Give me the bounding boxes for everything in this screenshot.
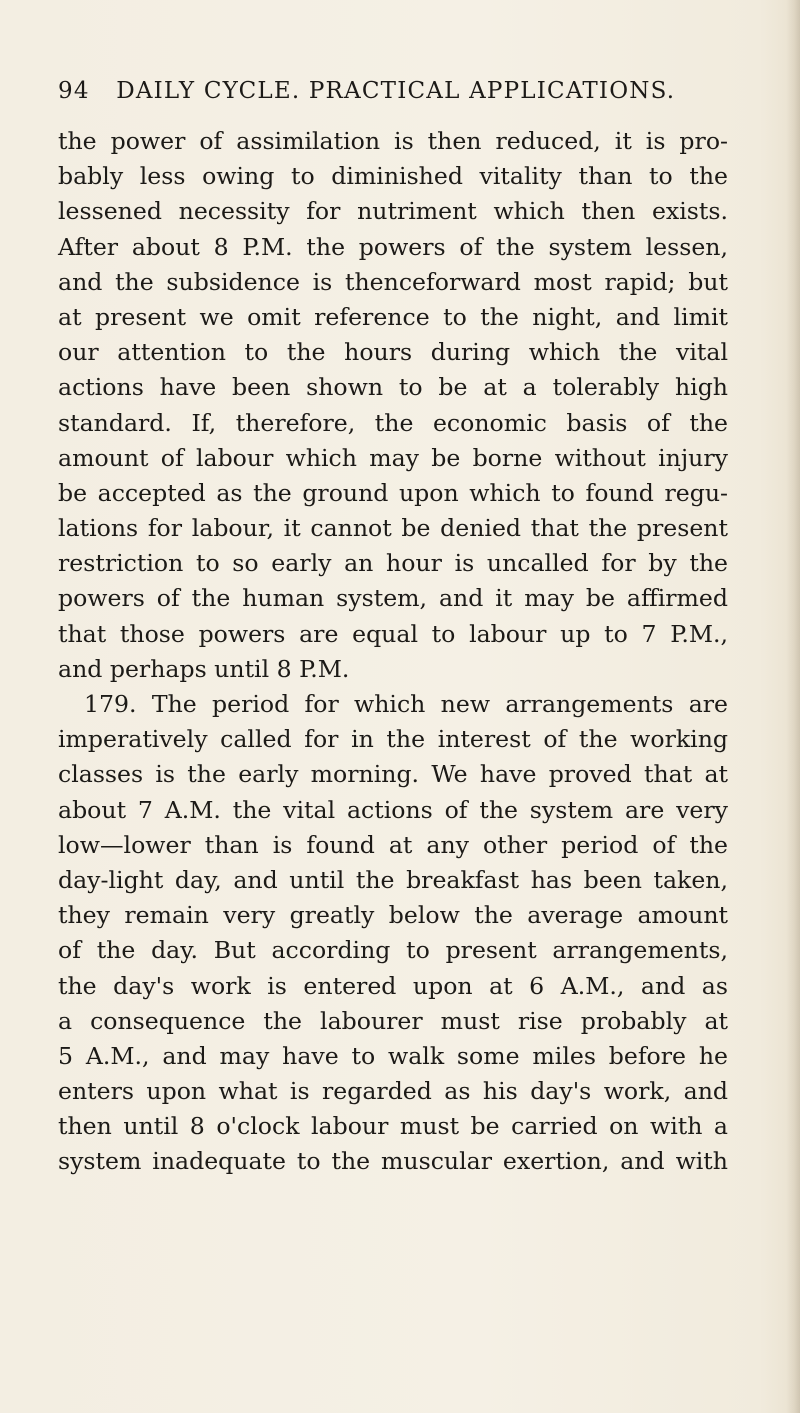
text-line: and the subsidence is thenceforward most rapid; but [58, 267, 728, 296]
text-line: a consequence the labourer must rise probably at [58, 1006, 728, 1035]
text-line: enters upon what is regarded as his day's work, and [58, 1077, 728, 1106]
text-line: at present we omit reference to the night, and limit [58, 302, 728, 331]
text-line: classes is the early morning. We have proved that at [58, 760, 728, 789]
text-line: system inadequate to the muscular exertion, and with [58, 1147, 728, 1176]
text-line: low—lower than is found at any other period of the [58, 830, 728, 859]
text-line: amount of labour which may be borne without injury [58, 443, 728, 472]
text-line: 5 A.M., and may have to walk some miles before he [58, 1041, 728, 1070]
running-head [58, 78, 718, 104]
text-line: After about 8 P.M. the powers of the system lessen, [58, 232, 728, 261]
page-number: 94 [58, 78, 90, 104]
text-line: they remain very greatly below the average amount [58, 901, 728, 930]
text-line: be accepted as the ground upon which to found regu- [58, 478, 728, 507]
running-head-title: DAILY CYCLE. PRACTICAL APPLICATIONS. [116, 78, 676, 104]
text-line: the power of assimilation is then reduced, it is pro- [58, 127, 728, 155]
text-line: standard. If, therefore, the economic basis of the [58, 408, 728, 437]
text-line: day-light day, and until the breakfast has been taken, [58, 865, 728, 894]
text-line: restriction to so early an hour is uncalled for by the [58, 549, 728, 578]
text-line: lessened necessity for nutriment which then exists. [58, 197, 728, 226]
text-line: the day's work is entered upon at 6 A.M., and as [58, 971, 728, 1000]
text-line: actions have been shown to be at a tolerably high [58, 373, 728, 402]
text-line: imperatively called for in the interest of the working [58, 725, 728, 754]
page-edge-shadow [786, 0, 800, 1413]
paragraph-start-line: 179. The period for which new arrangements are [84, 690, 728, 718]
text-line: of the day. But according to present arrangements, [58, 936, 728, 965]
text-line: and perhaps until 8 P.M. [58, 654, 350, 683]
body-text [58, 124, 728, 1180]
text-line: that those powers are equal to labour up to 7 P.M., [58, 619, 728, 648]
text-line: our attention to the hours during which the vital [58, 338, 728, 367]
text-line: about 7 A.M. the vital actions of the system are very [58, 795, 728, 824]
text-line: then until 8 o'clock labour must be carried on with a [58, 1112, 728, 1141]
text-line: powers of the human system, and it may be affirmed [58, 584, 728, 613]
text-line: lations for labour, it cannot be denied that the present [58, 514, 728, 543]
text-line: bably less owing to diminished vitality than to the [58, 162, 728, 191]
